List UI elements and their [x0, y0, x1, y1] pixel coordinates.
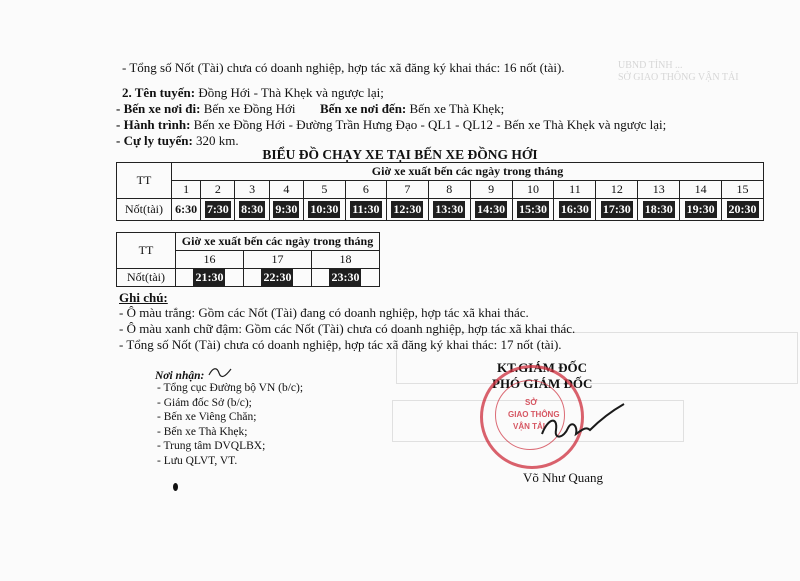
times-row	[117, 269, 380, 287]
to-value: Bến xe Thà Khẹk;	[409, 101, 505, 116]
row-label: Nốt(tài)	[117, 269, 176, 287]
days-row	[117, 181, 764, 199]
group-header: Giờ xe xuất bến các ngày trong tháng	[172, 163, 764, 181]
time-cell	[386, 199, 428, 221]
time-cell	[303, 199, 345, 221]
sign-title-1: KT.GIÁM ĐỐC	[497, 360, 588, 375]
recipients-label: Nơi nhận:	[155, 370, 205, 382]
time-cell	[680, 199, 722, 221]
day-cell: 4	[269, 181, 303, 199]
time-cell	[638, 199, 680, 221]
day-cell: 11	[554, 181, 596, 199]
time-cell	[554, 199, 596, 221]
tt-header: TT	[117, 163, 172, 199]
day-cell: 15	[722, 181, 764, 199]
day-cell: 14	[680, 181, 722, 199]
time-cell	[201, 199, 235, 221]
day-cell: 6	[345, 181, 386, 199]
bleed-through-text: SỞ GIAO THÔNG VẬN TẢI	[618, 72, 739, 83]
note-white: - Ô màu trắng: Gồm các Nốt (Tài) đang có doanh nghiệp, hợp tác xã khai thác.	[119, 305, 529, 320]
day-cell: 16	[176, 251, 244, 269]
itinerary-line	[116, 117, 666, 133]
day-cell: 8	[428, 181, 470, 199]
ink-dot	[173, 483, 178, 491]
time-slot-open: 23:30	[331, 270, 360, 284]
day-cell: 18	[311, 251, 379, 269]
time-cell	[596, 199, 638, 221]
signer-name: Võ Như Quang	[523, 470, 603, 485]
handwritten-mark-icon	[207, 365, 233, 379]
time-cell	[345, 199, 386, 221]
recipient-item: - Tổng cục Đường bộ VN (b/c);	[157, 382, 304, 394]
itinerary-label: - Hành trình:	[116, 117, 191, 132]
times-row	[117, 199, 764, 221]
time-slot-open: 19:30	[686, 202, 715, 216]
day-cell: 5	[303, 181, 345, 199]
note-total: - Tổng số Nốt (Tài) chưa có doanh nghiệp, hợp tác xã đăng ký khai thác: 17 nốt (tài).	[119, 337, 562, 352]
time-slot-open: 22:30	[263, 270, 292, 284]
sign-title-2: PHÓ GIÁM ĐỐC	[492, 376, 593, 391]
day-cell: 17	[243, 251, 311, 269]
route-name-label: 2. Tên tuyến:	[122, 85, 196, 100]
time-cell	[172, 199, 201, 221]
time-slot-open: 7:30	[206, 202, 229, 216]
notes-title: Ghi chú:	[119, 290, 168, 305]
time-slot-open: 17:30	[602, 202, 631, 216]
time-slot-open: 12:30	[393, 202, 422, 216]
bleed-through-text: UBND TỈNH ...	[618, 60, 683, 71]
top-total-line: - Tổng số Nốt (Tài) chưa có doanh nghiệp, hợp tác xã đăng ký khai thác: 16 nốt (tài).	[122, 60, 565, 75]
time-cell	[311, 269, 379, 287]
group-header: Giờ xe xuất bến các ngày trong tháng	[176, 233, 380, 251]
route-name-line	[122, 85, 384, 101]
day-cell: 9	[470, 181, 512, 199]
time-slot-open: 8:30	[241, 202, 264, 216]
route-stations-line	[116, 101, 504, 117]
time-slot-open: 14:30	[477, 202, 506, 216]
recipient-list	[157, 381, 303, 468]
time-slot-open: 10:30	[310, 202, 339, 216]
note-dark: - Ô màu xanh chữ đậm: Gồm các Nốt (Tài) chưa có doanh nghiệp, hợp tác xã khai thác.	[119, 321, 576, 336]
recipient-item: - Giám đốc Sở (b/c);	[157, 396, 252, 409]
distance-value: 320 km.	[196, 133, 239, 148]
recipient-item: - Lưu QLVT, VT.	[157, 454, 238, 467]
signature-icon	[538, 400, 628, 450]
day-cell: 7	[386, 181, 428, 199]
time-slot-open: 20:30	[728, 202, 757, 216]
recipient-item: - Bến xe Thà Khẹk;	[157, 425, 248, 438]
time-slot-operated: 6:30	[175, 202, 198, 216]
route-name-value: Đồng Hới - Thà Khẹk và ngược lại;	[198, 85, 384, 100]
time-slot-open: 9:30	[275, 202, 298, 216]
time-slot-open: 15:30	[519, 202, 548, 216]
schedule-table-2	[116, 232, 380, 287]
schedule-table-1	[116, 162, 764, 221]
from-value: Bến xe Đồng Hới	[203, 101, 296, 116]
seal-text-2: GIAO THÔNG	[508, 410, 560, 419]
day-cell: 10	[512, 181, 554, 199]
row-label: Nốt(tài)	[117, 199, 172, 221]
time-slot-open: 11:30	[352, 202, 380, 216]
to-label: Bến xe nơi đến:	[319, 101, 407, 116]
time-cell	[243, 269, 311, 287]
itinerary-value: Bến xe Đồng Hới - Đường Trần Hưng Đạo - QL1 - QL12 - Bến xe Thà Khẹk và ngược lại;	[193, 117, 667, 132]
tt-header: TT	[117, 233, 176, 269]
time-cell	[269, 199, 303, 221]
time-cell	[428, 199, 470, 221]
time-slot-open: 13:30	[435, 202, 464, 216]
distance-label: - Cự ly tuyến:	[116, 133, 193, 148]
recipient-item: - Bến xe Viêng Chăn;	[157, 411, 257, 423]
seal-text-1: SỞ	[525, 398, 538, 407]
time-cell	[512, 199, 554, 221]
day-cell: 2	[201, 181, 235, 199]
recipient-item: - Trung tâm DVQLBX;	[157, 440, 266, 452]
seal-text-3: VẬN TẢI	[513, 422, 545, 431]
day-cell: 13	[638, 181, 680, 199]
from-label: - Bến xe nơi đi:	[116, 101, 201, 116]
time-cell	[176, 269, 244, 287]
day-cell: 3	[235, 181, 269, 199]
time-slot-open: 21:30	[195, 270, 224, 284]
chart-title: BIỂU ĐỒ CHẠY XE TẠI BẾN XE ĐỒNG HỚI	[262, 147, 538, 162]
time-slot-open: 16:30	[560, 202, 589, 216]
time-cell	[470, 199, 512, 221]
time-cell	[722, 199, 764, 221]
day-cell: 12	[596, 181, 638, 199]
day-cell: 1	[172, 181, 201, 199]
time-cell	[235, 199, 269, 221]
time-slot-open: 18:30	[644, 202, 673, 216]
